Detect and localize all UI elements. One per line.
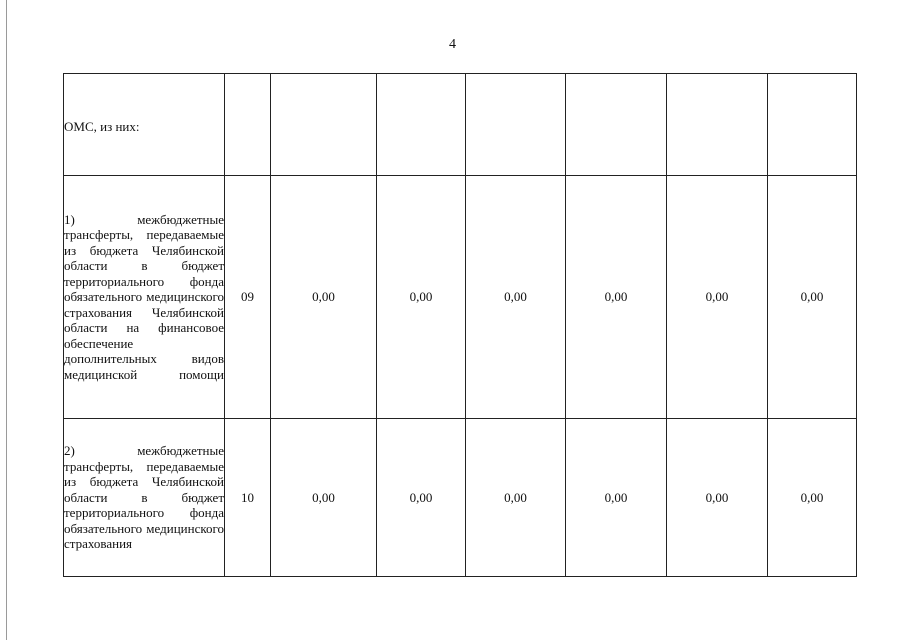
row-label: ОМС, из них: bbox=[64, 74, 225, 176]
value-cell: 0,00 bbox=[667, 419, 768, 577]
value-cell: 0,00 bbox=[566, 176, 667, 419]
value-cell bbox=[667, 74, 768, 176]
table-row-oms bbox=[64, 74, 857, 176]
table-row-09 bbox=[64, 176, 857, 419]
value-cell bbox=[768, 74, 857, 176]
row-label: 1) межбюджетные трансферты, передаваемые из бюджета Челябинской области в бюджет территориального фонда обязательного медицинского страхования Челябинской области на финансовое обеспечение дополнительных видов медицинской помощи bbox=[64, 176, 225, 419]
value-cell: 0,00 bbox=[377, 176, 466, 419]
value-cell: 0,00 bbox=[466, 419, 566, 577]
value-cell: 0,00 bbox=[466, 176, 566, 419]
table-row-10 bbox=[64, 419, 857, 577]
row-code: 09 bbox=[225, 176, 271, 419]
value-cell: 0,00 bbox=[566, 419, 667, 577]
budget-table bbox=[63, 73, 857, 577]
page-number: 4 bbox=[449, 37, 456, 52]
value-cell: 0,00 bbox=[271, 419, 377, 577]
value-cell: 0,00 bbox=[271, 176, 377, 419]
value-cell bbox=[566, 74, 667, 176]
value-cell bbox=[466, 74, 566, 176]
value-cell: 0,00 bbox=[768, 176, 857, 419]
value-cell bbox=[377, 74, 466, 176]
row-code: 10 bbox=[225, 419, 271, 577]
page-edge-line bbox=[6, 0, 7, 640]
value-cell: 0,00 bbox=[667, 176, 768, 419]
value-cell: 0,00 bbox=[377, 419, 466, 577]
value-cell: 0,00 bbox=[768, 419, 857, 577]
row-label: 2) межбюджетные трансферты, передаваемые из бюджета Челябинской области в бюджет территориального фонда обязательного медицинского страхования bbox=[64, 419, 225, 577]
row-code bbox=[225, 74, 271, 176]
value-cell bbox=[271, 74, 377, 176]
